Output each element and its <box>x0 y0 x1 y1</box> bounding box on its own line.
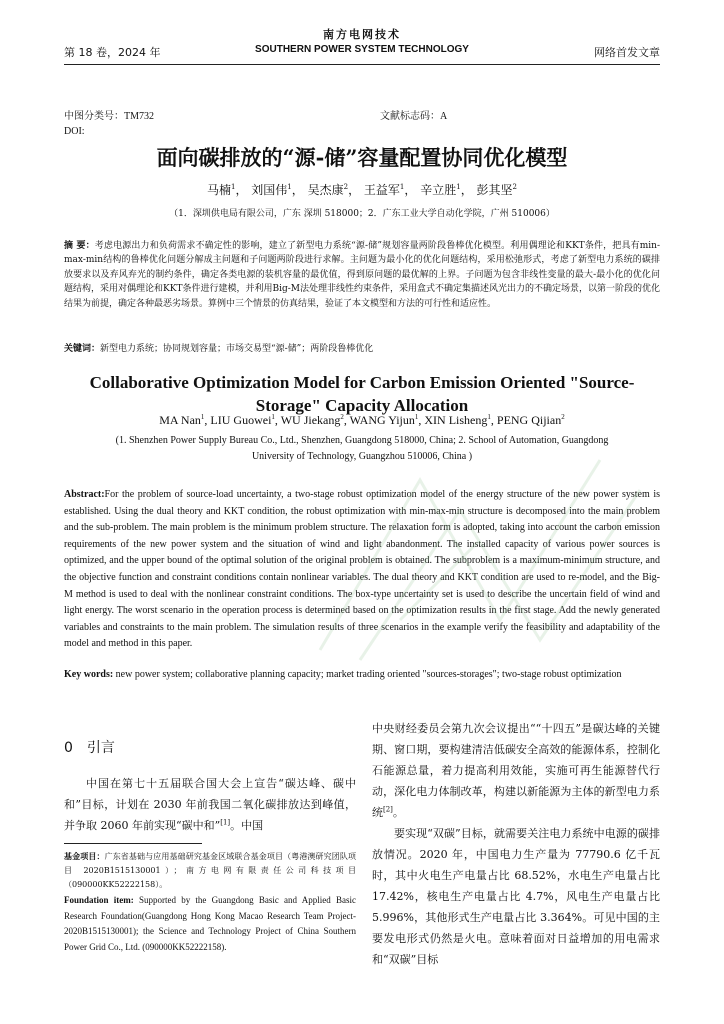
keywords-label-cn: 关键词： <box>64 344 101 354</box>
funding-cn <box>64 849 356 892</box>
keywords-text-cn: 新型电力系统；协同规划容量；市场交易型“源-储”；两阶段鲁棒优化 <box>100 344 374 354</box>
citation: [2] <box>383 805 393 814</box>
abstract-en <box>64 487 660 653</box>
author-cn: 刘国伟$^1$ <box>251 183 292 197</box>
running-header <box>64 44 660 62</box>
intro-paragraph-left: 中国在第七十五届联合国大会上宣告“碳达峰、碳中和”目标，计划在 2030 年前我国二氧化碳排放达到峰值，并争取 2060 年前实现“碳中和”[1]。中国 <box>64 777 356 832</box>
author-cn: 吴杰康$^2$ <box>307 183 349 197</box>
funding-text-cn: 广东省基础与应用基础研究基金区域联合基金项目（粤港澳研究团队项目 2020B1515130001）；南方电网有限责任公司科技项目（090000KK52222158）。 <box>64 852 357 889</box>
paper-title-cn: 面向碳排放的“源-储”容量配置协同优化模型 <box>156 145 568 170</box>
doi: DOI: <box>64 126 85 137</box>
keywords-en <box>64 667 660 684</box>
paper-title-en: Collaborative Optimization Model for Carbon Emission Oriented "Source-Storage" Capacity Allocation <box>89 373 635 415</box>
author-en: WU Jiekang$^2$ <box>280 413 344 427</box>
abstract-cn <box>64 239 660 311</box>
affiliation-en: (1. Shenzhen Power Supply Bureau Co., Ltd., Shenzhen, Guangdong 518000, China; 2. School of Automation, Guangdong University of Technology, Guangzhou 510006, China ) <box>115 435 609 462</box>
author-cn: 彭其坚$^2$ <box>476 183 518 197</box>
affiliation-cn: （1．深圳供电局有限公司，广东 深圳 518000；2．广东工业大学自动化学院，广州 510006） <box>169 209 555 219</box>
section-heading-introduction: 0 引言 <box>64 740 115 756</box>
funding-label-en: Foundation item: <box>64 895 134 905</box>
abstract-label-en: Abstract: <box>64 489 105 500</box>
author-en: PENG Qijian$^2$ <box>496 413 565 427</box>
online-first-tag: 网络首发文章 <box>594 46 660 59</box>
funding-label-cn: 基金项目： <box>64 851 105 861</box>
header-rule <box>64 64 660 65</box>
clc-number: 中图分类号：TM732 <box>64 111 154 122</box>
intro-paragraph-right: 中央财经委员会第九次会议提出““十四五”是碳达峰的关键期、窗口期，要构建清洁低碳安全高效的能源体系，控制化石能源总量，着力提高利用效能，实施可再生能源替代行动，深化电力体制改革，构建以新能源为主体的新型电力系统[2]。 要实现“双碳”目标，就需要关注电力系统中电源的碳排放情况。2020 年，中国电力生产量为 77790.6 亿千瓦时，其中火电生产电量占比 68.52%，水电生产电量占比 17.42%，核电生产电量占比 4.7%，风电生产电量占比 5.996%，其他形式生产电量占比 3.364%。可见中国的主要发电形式仍然是火电。意味着面对日益增加的用电需求和“双碳”目标 <box>372 718 660 970</box>
abstract-text-en: For the problem of source-load uncertainty, a two-stage robust optimization model of the energy structure of the new power system is established. Using the dual theory and KKT condition, the robust optimization with min-max-min structure is decomposed into the main problem and the sub-problem. The main problem is the minimum problem structure. The relaxation form is adopted, taking into account the carbon emission requirements of the new power system and the situation of wind and light abandonment. The installed capacity of various power sources is optimized, and the upper bound of the optimal solution of the original problem is obtained. The subproblem is a maximum-minimum structure, and the objective function and constraint conditions contain nonlinear variables. The dual theory and KKT condition are used to re-model, and the Big-M method is used to deal with the nonlinear constraint conditions. The box-type uncertainty set is used to describe the uncertain field of wind and light energy. The worst scenario in the operation process is determined based on the optimization results in the first stage. Add the newly generated variables and constraints to the main problem. The simulation results of three scenarios in the example verify the feasibility and adaptability of the model and method in this paper. <box>64 489 660 650</box>
keywords-cn <box>64 342 660 356</box>
abstract-label-cn: 摘 要： <box>64 241 95 251</box>
author-en: WANG Yijun$^1$ <box>349 413 419 427</box>
funding-en <box>64 893 356 955</box>
authors-cn: 马楠$^1$， 刘国伟$^1$， 吴杰康$^2$， 王益军$^1$， 辛立胜$^1$， 彭其坚$^2$ <box>206 183 518 197</box>
author-cn: 马楠$^1$ <box>206 183 236 197</box>
citation: [1] <box>220 818 231 827</box>
author-en: MA Nan$^1$ <box>159 413 205 427</box>
author-cn: 辛立胜$^1$ <box>420 183 461 197</box>
author-en: LIU Guowei$^1$ <box>210 413 275 427</box>
footnote-rule <box>64 843 202 844</box>
volume-year: 第 18 卷，2024 年 <box>64 46 161 59</box>
authors-en: MA Nan$^1$, LIU Guowei$^1$, WU Jiekang$^2$, WANG Yijun$^1$, XIN Lisheng$^1$, PENG Qijian$^2$ <box>159 413 565 427</box>
author-en: XIN Lisheng$^1$ <box>424 413 491 427</box>
abstract-text-cn: 考虑电源出力和负荷需求不确定性的影响，建立了新型电力系统“源-储”规划容量两阶段鲁棒优化模型。利用偶理论和KKT条件，把具有min-max-min结构的鲁棒优化问题分解成主问题和子问题两阶段进行求解。主问题为最小化的优化问题结构，采用松弛形式，考虑了新型电力系统的碳排放要求以及弃风弃光的制约条件，确定各类电源的装机容量的最优值，得到原问题的最优解的上界。子问题为包含非线性变量的最大-最小化的优化问题结构，采用对偶理论和KKT条件进行建模，并利用Big-M法处理非线性约束条件，采用盒式不确定集描述风光出力的不确定场景，以第一阶段的优化结果为前提，确定各种最恶劣场景。算例中三个情景的仿真结果，验证了本文模型和方法的可行性和适应性。 <box>64 241 660 309</box>
keywords-label-en: Key words: <box>64 669 114 680</box>
funding-text-en: Supported by the Guangdong Basic and Applied Basic Research Foundation(Guangdong Hong Kong Macao Research Team Project-2020B1515130001); the Science and Technology Project of China Southern Power Grid Co., Ltd. (090000KK52222158). <box>64 895 356 952</box>
intro-paragraph-right-2: 要实现“双碳”目标，就需要关注电力系统中电源的碳排放情况。2020 年，中国电力生产量为 77790.6 亿千瓦时，其中火电生产电量占比 68.52%，水电生产电量占比 17.42%，核电生产电量占比 4.7%，风电生产电量占比 5.996%，其他形式生产电量占比 3.364%。可见中国的主要发电形式仍然是火电。意味着面对日益增加的用电需求和“双碳”目标 <box>372 827 660 966</box>
author-cn: 王益军$^1$ <box>363 183 405 197</box>
journal-name-cn: 南方电网技术 <box>323 28 401 41</box>
journal-name-en: SOUTHERN POWER SYSTEM TECHNOLOGY <box>255 44 469 55</box>
document-code: 文献标志码：A <box>380 111 448 122</box>
keywords-text-en: new power system; collaborative planning capacity; market trading oriented "sources-storages"; two-stage robust optimization <box>115 669 622 680</box>
